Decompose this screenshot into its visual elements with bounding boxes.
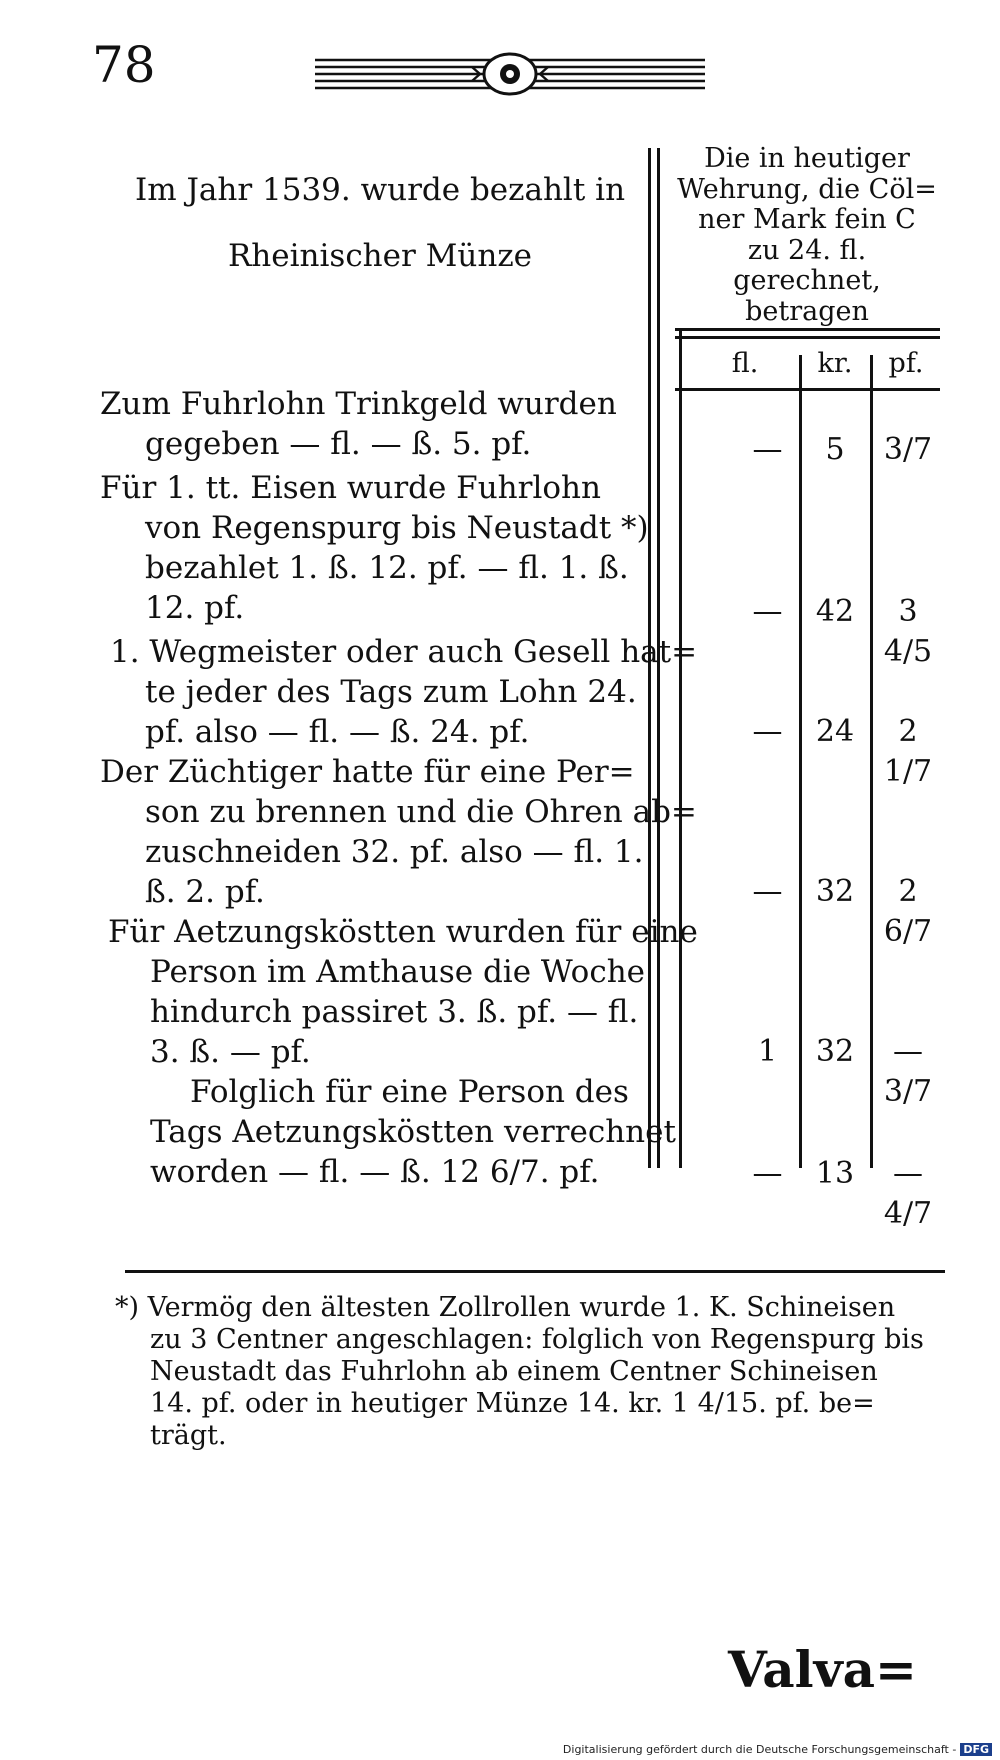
unit-pf: pf. — [888, 348, 924, 379]
digitization-note-text: Digitalisierung gefördert durch die Deutsche Forschungsgemeinschaft - — [562, 1743, 957, 1756]
entry-kr: 32 — [815, 1034, 855, 1069]
footnote-line: 14. pf. oder in heutiger Münze 14. kr. 1 4/15. pf. be= — [150, 1388, 875, 1419]
entry-pf: 2 6/7 — [883, 874, 933, 949]
entry-kr: 32 — [815, 874, 855, 909]
entry-line: gegeben — fl. — ß. 5. pf. — [145, 426, 532, 462]
entry-pf: — 3/7 — [883, 1034, 933, 1109]
entry-line: son zu brennen und die Ohren ab= — [145, 794, 697, 830]
entry-line: bezahlet 1. ß. 12. pf. — fl. 1. ß. — [145, 550, 629, 586]
catchword: Valva= — [728, 1640, 917, 1699]
header-left-line2: Rheinischer Münze — [227, 238, 533, 274]
entry-line: Für 1. tt. Eisen wurde Fuhrlohn — [100, 470, 601, 506]
entry-fl: — — [752, 874, 783, 909]
header-right-line: betragen — [745, 295, 869, 327]
entry-fl: — — [752, 432, 783, 467]
entry-kr: 24 — [815, 714, 855, 749]
entry-line: von Regenspurg bis Neustadt *) — [145, 510, 649, 546]
entry-fl: — — [752, 594, 783, 629]
entry-pf: 3 4/5 — [883, 594, 933, 669]
entry-line: pf. also — fl. — ß. 24. pf. — [145, 714, 530, 750]
header-left-line1: Im Jahr 1539. wurde bezahlt in — [134, 172, 626, 208]
entry-pf: 3/7 — [883, 432, 933, 467]
entry-line: 12. pf. — [145, 590, 245, 626]
footnote-line: trägt. — [150, 1420, 227, 1451]
unit-kr: kr. — [817, 348, 853, 379]
unit-fl: fl. — [731, 348, 759, 379]
table-rule-horizontal — [675, 336, 940, 339]
header-right-line: zu 24. fl. gerechnet, — [733, 234, 881, 296]
footnote-line: *) Vermög den ältesten Zollrollen wurde 1. K. Schineisen — [115, 1292, 896, 1323]
entry-kr: 5 — [825, 432, 845, 467]
entry-fl: 1 — [757, 1034, 778, 1069]
digitization-note — [563, 1743, 992, 1756]
entry-line: 1. Wegmeister oder auch Gesell hat= — [110, 634, 698, 670]
entry-line: te jeder des Tags zum Lohn 24. — [145, 674, 637, 710]
page-number: 78 — [92, 36, 156, 94]
dfg-logo: DFG — [960, 1743, 992, 1756]
header-right-line: Wehrung, die Cöl= — [677, 173, 937, 205]
header-right-column — [672, 144, 942, 327]
entry-line: Zum Fuhrlohn Trinkgeld wurden — [100, 386, 617, 422]
table-rule-vertical — [870, 355, 873, 1168]
entry-line: Der Züchtiger hatte für eine Per= — [100, 754, 635, 790]
header-right-line: ner Mark fein C — [698, 204, 916, 235]
entry-line: zuschneiden 32. pf. also — fl. 1. — [145, 834, 644, 870]
entry-line: 3. ß. — pf. — [150, 1034, 311, 1070]
entry-line: Für Aetzungsköstten wurden für eine — [108, 914, 698, 950]
table-rule-horizontal — [675, 328, 940, 331]
entry-pf: — 4/7 — [883, 1156, 933, 1231]
entry-line: worden — fl. — ß. 12 6/7. pf. — [150, 1154, 600, 1190]
header-right-line: Die in heutiger — [704, 143, 910, 174]
footnote-rule — [125, 1270, 945, 1273]
entry-fl: — — [752, 714, 783, 749]
entry-line: ß. 2. pf. — [145, 874, 265, 910]
entry-line: Folglich für eine Person des — [190, 1074, 629, 1110]
footnote-line: Neustadt das Fuhrlohn ab einem Centner Schineisen — [150, 1356, 878, 1387]
entry-line: Person im Amthause die Woche — [150, 954, 646, 990]
entry-kr: 13 — [815, 1156, 855, 1191]
footnote-line: zu 3 Centner angeschlagen: folglich von Regenspurg bis — [150, 1324, 924, 1355]
entry-line: Tags Aetzungsköstten verrechnet — [150, 1114, 676, 1150]
entry-line: hindurch passiret 3. ß. pf. — fl. — [150, 994, 639, 1030]
entry-pf: 2 1/7 — [883, 714, 933, 789]
entry-fl: — — [752, 1156, 783, 1191]
entry-kr: 42 — [815, 594, 855, 629]
ornament-rule-icon — [310, 50, 710, 100]
